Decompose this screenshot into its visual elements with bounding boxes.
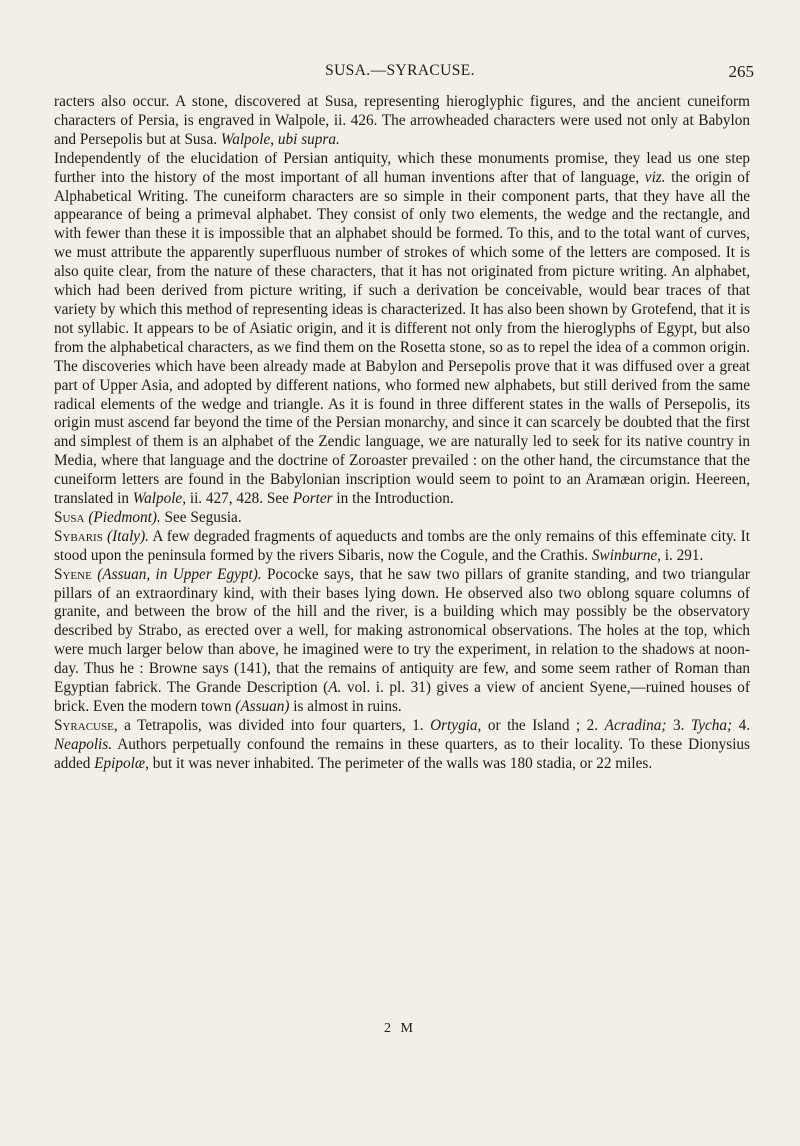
page-header-title: SUSA.—SYRACUSE. <box>325 62 475 79</box>
entry-heading: Susa <box>54 508 85 526</box>
entry-heading: Syracuse, <box>54 716 118 734</box>
entry-place: (Italy). <box>107 527 149 545</box>
text-italic: Epipolæ, <box>94 754 149 772</box>
text-span: in the Introduction. <box>336 490 454 508</box>
entry-heading: Syene <box>54 565 92 583</box>
text-span: Independently of the elucidation of Persian antiquity, which these monuments promise, they lead us one step further into the history of the most important of all human inventions after that of language, <box>54 149 750 186</box>
text-span: Authors perpetually confound the remains in these quarters, as to their locality. To these Dionysius added <box>54 735 750 772</box>
signature-mark: 2 M <box>384 1021 416 1036</box>
reference: Swinburne, <box>591 546 661 564</box>
text-span: or the Island ; 2. <box>487 716 599 734</box>
text-span: i. 291. <box>664 546 704 564</box>
text-italic: A. <box>328 679 342 697</box>
reference: Walpole, ubi supra. <box>220 130 340 148</box>
text-italic: Neapolis. <box>54 735 113 753</box>
entry-syracuse <box>54 717 750 774</box>
entry-sybaris <box>54 528 750 566</box>
text-italic: Tycha; <box>690 716 733 734</box>
entry-place: (Assuan, in Upper Egypt). <box>97 565 262 583</box>
body-text <box>54 93 750 774</box>
running-head <box>0 62 800 84</box>
reference: Porter <box>292 490 333 508</box>
entry-heading: Sybaris <box>54 527 103 545</box>
text-span: A few degraded fragments of aqueducts and tombs are the only remains of this effeminate city. It stood upon the peninsula formed by the rivers Sibaris, now the Cogule, and the Crathis. <box>54 527 750 564</box>
paragraph-susa-continued <box>54 93 750 150</box>
text-span: the origin of Alphabetical Writing. The cuneiform characters are so simple in their component parts, that they have all the appearance of being a primeval alphabet. They consist of only two elements, the wedge and the rectangle, and with fewer than these it is impossible that an alphabet should be formed. To this, and to the total want of curves, we must attribute the apparently superfluous number of strokes of which some of the letters are composed. It is also quite clear, from the nature of these characters, that it has not originated from picture writing. An alphabet, which had been derived from picture writing, if such a derivation be conceivable, would bear traces of that variety by which this method of representing ideas is characterized. It has also been shown by Grotefend, that it is not syllabic. It appears to be of Asiatic origin, and it is different not only from the hieroglyphs of Egypt, but also from the alphabetical characters, as we find them on the Rosetta stone, so as to repel the idea of a common origin. The discoveries which have been already made at Babylon and Persepolis prove that it was diffused over a great part of Upper Asia, and adopted by different nations, who formed new alphabets, but still derived from the same radical elements of the wedge and triangle. As it is found in three different states in the walls of Persepolis, its origin must ascend far beyond the time of the Persian monarchy, and since it can scarcely be doubted that the first and simplest of them is an alphabet of the Zendic language, we are naturally led to seek for its native country in Media, where that language and the doctrine of Zoroaster prevailed : on the other hand, the circumstance that the cuneiform letters are found in the Babylonian inscription would seem to point to an Aramæan origin. Heereen, translated in <box>54 168 751 508</box>
entry-syene <box>54 566 750 717</box>
paragraph-alphabetical-writing <box>54 150 750 509</box>
text-span: 3. <box>672 716 685 734</box>
text-italic: (Assuan) <box>235 698 290 715</box>
text-span: racters also occur. A stone, discovered at Susa, representing hieroglyphic figures, and the ancient cuneiform characters of Persia, is engraved in Walpole, ii. 426. The arrowheaded characters were used not only at Babylon and Persepolis but at Susa. <box>54 93 750 148</box>
text-span: 4. <box>738 716 751 734</box>
text-span: See Segusia. <box>164 508 242 526</box>
entry-susa-piedmont <box>54 509 750 528</box>
text-span: but it was never inhabited. The perimeter of the walls was 180 stadia, or 22 miles. <box>152 754 653 772</box>
text-italic: viz. <box>644 168 666 186</box>
text-span: vol. i. pl. 31) gives a view of ancient Syene,—ruined houses of brick. Even the modern town <box>54 679 751 715</box>
text-italic: Acradina; <box>604 716 667 734</box>
reference: Walpole, <box>132 490 187 508</box>
text-span: ii. 427, 428. See <box>189 490 289 508</box>
page-number: 265 <box>728 62 754 81</box>
text-span: Pococke says, that he saw two pillars of granite standing, and two triangular pillars of an extraordinary kind, with their bases lying down. He observed also two oblong square columns of granite, and between the brow of the hill and the river, is a building which may possibly be the observatory described by Strabo, as erected over a well, for making astronomical observations. The holes at the top, which were much larger below than above, he imagined were to try the experiment, in relation to the shadows at noon-day. Thus he : Browne says (141), that the remains of antiquity are few, and some seem rather of Roman than Egyptian fabrick. The Grande Description ( <box>54 565 750 697</box>
entry-place: (Piedmont). <box>88 508 161 526</box>
text-italic: Ortygia, <box>430 716 482 734</box>
text-span: a Tetrapolis, was divided into four quarters, 1. <box>124 716 424 734</box>
text-span: is almost in ruins. <box>293 698 402 715</box>
